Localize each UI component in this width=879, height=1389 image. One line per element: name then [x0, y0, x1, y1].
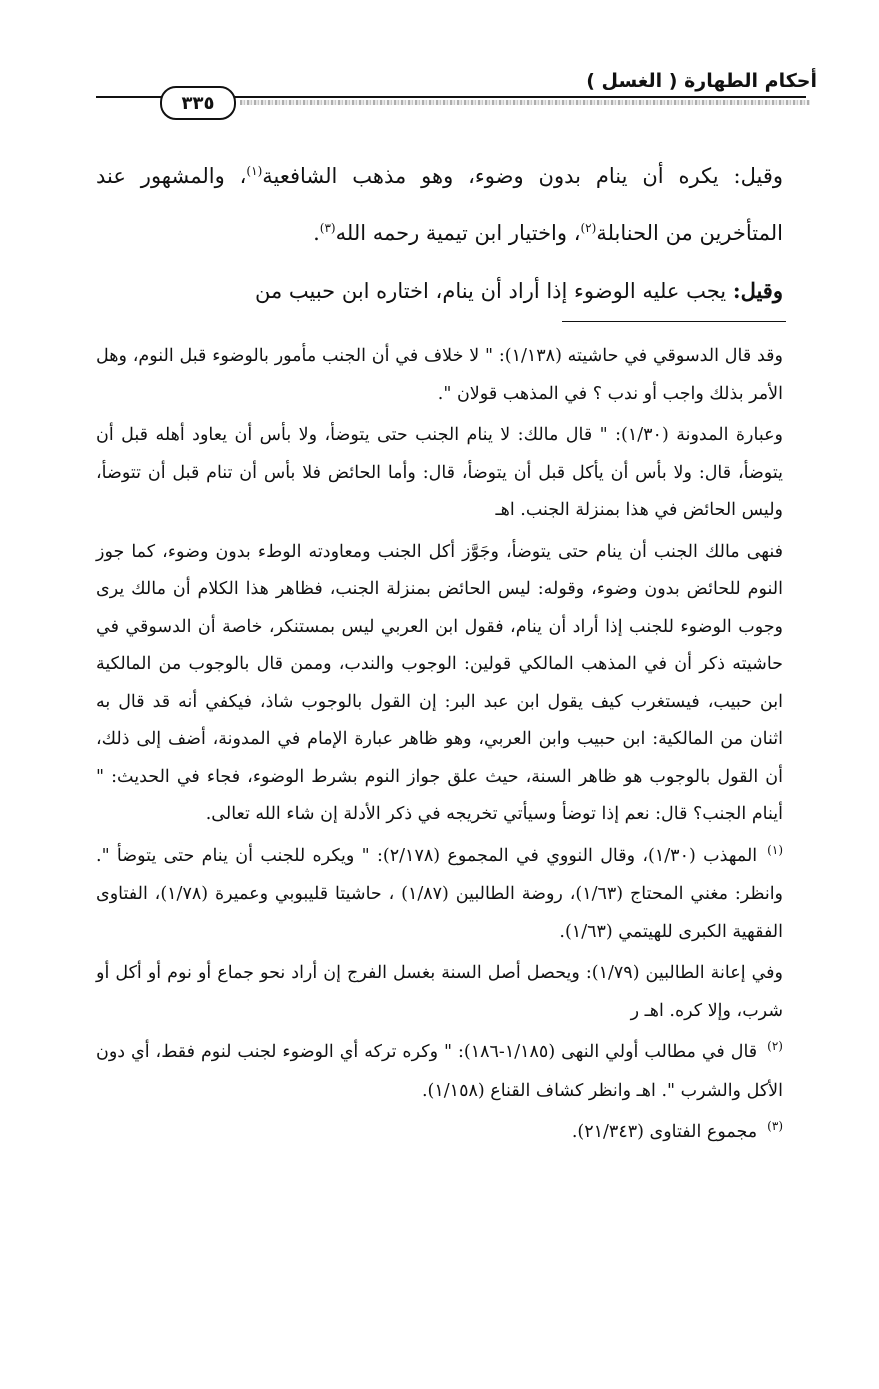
footnote-continuation: فنهى مالك الجنب أن ينام حتى يتوضأ، وجَوَّز أكل الجنب ومعاودته الوطء بدون وضوء، كما جوز النوم للحائض بدون وضوء، وقوله: ليس الحائض بمنزلة الجنب، فظاهر هذا الكلام أن مالك يرى وجوب الوضوء للجنب إذا أراد أن ينام، فقول ابن العربي ليس بمستنكر، خاصة أن الدسوقي في حاشيته ذكر أن في المذهب المالكي قولين: الوجوب والندب، وممن قال بالوجوب من المالكية ابن حبيب، فيستغرب كيف يقول ابن عبد البر: إن القول بالوجوب شاذ، فيكفي أنه قد قال به اثنان من المالكية: ابن حبيب وابن العربي، وهو ظاهر عبارة الإمام في المدونة، أضف إلى ذلك، أن القول بالوجوب هو ظاهر السنة، حيث علق جواز النوم بشرط الوضوء، فجاء في الحديث: " أينام الجنب؟ قال: نعم إذا توضأ وسيأتي تخريجه في ذكر الأدلة إن شاء الله تعالى.	[96, 541, 783, 824]
running-header-title: أحكام الطهارة ( الغسل )	[586, 70, 817, 92]
main-body	[96, 148, 783, 320]
footnote-3	[96, 1114, 783, 1153]
paragraph-text: يجب عليه الوضوء إذا أراد أن ينام، اختاره ابن حبيب من	[254, 279, 733, 303]
paragraph-lead-bold: وقيل:	[732, 278, 783, 303]
footnote-divider	[562, 321, 786, 322]
paragraph-text: ، واختيار ابن تيمية رحمه الله	[335, 221, 581, 245]
footnotes-section	[96, 338, 783, 1153]
page-number-badge	[160, 86, 236, 120]
paragraph-lead: وقيل:	[733, 164, 783, 188]
footnote-ref-2[interactable]: (٢)	[580, 221, 597, 235]
footnote-continuation: وقد قال الدسوقي في حاشيته (١/١٣٨): " لا خلاف في أن الجنب مأمور بالوضوء قبل النوم، وهل الأمر بذلك واجب أو ندب ؟ في المذهب قولان ".	[96, 346, 783, 404]
paragraph-text: .	[313, 221, 320, 245]
main-paragraph-2	[96, 262, 783, 320]
page-number: ٣٣٥	[181, 92, 215, 114]
header-rule-texture	[240, 100, 810, 105]
footnote-text: قال في مطالب أولي النهى (١/١٨٥-١٨٦): " وكره تركه أي الوضوء لجنب لنوم فقط، أي دون الأكل والشرب ". اهـ وانظر كشاف القناع (١/١٥٨).	[96, 1042, 783, 1101]
paragraph-text: ، والمشهور عند المتأخرين من الحنابلة	[96, 164, 783, 245]
footnote-marker: (١)	[767, 842, 783, 857]
footnote-marker: (٢)	[767, 1039, 783, 1053]
footnote-text: المهذب (١/٣٠)، وقال النووي في المجموع (٢/١٧٨): " ويكره للجنب أن ينام حتى يتوضأ ". وانظر: مغني المحتاج (١/٦٣)، روضة الطالبين (١/٨٧) ، حاشيتا قليبوبي وعميرة (١/٧٨)، الفتاوى الفقهية الكبرى للهيتمي (١/٦٣).	[96, 845, 784, 942]
paragraph-text: يكره أن ينام بدون وضوء، وهو مذهب الشافعية	[262, 164, 734, 188]
footnote-2	[96, 1034, 783, 1110]
footnote-continuation: وعبارة المدونة (١/٣٠): " قال مالك: لا ينام الجنب حتى يتوضأ، ولا بأس أن يعاود أهله قبل أن يتوضأ، قال: ولا بأس أن يأكل قبل أن يتوضأ، قال: وأما الحائض فلا بأس أن تنام قبل أن تتوضأ، وليس الحائض في هذا بمنزلة الجنب. اهـ	[96, 425, 783, 520]
footnote-1-continuation: وفي إعانة الطالبين (١/٧٩): ويحصل أصل السنة بغسل الفرج إن أراد نحو جماع أو نوم أو أكل أو شرب، وإلا كره. اهـ ر	[96, 963, 784, 1021]
footnote-1	[96, 838, 783, 952]
main-paragraph-1	[96, 148, 783, 262]
footnote-ref-1[interactable]: (١)	[246, 164, 263, 178]
footnote-marker: (٣)	[767, 1119, 783, 1133]
footnote-ref-3[interactable]: (٣)	[319, 221, 336, 235]
footnote-text: مجموع الفتاوى (٢١/٣٤٣).	[571, 1122, 758, 1142]
